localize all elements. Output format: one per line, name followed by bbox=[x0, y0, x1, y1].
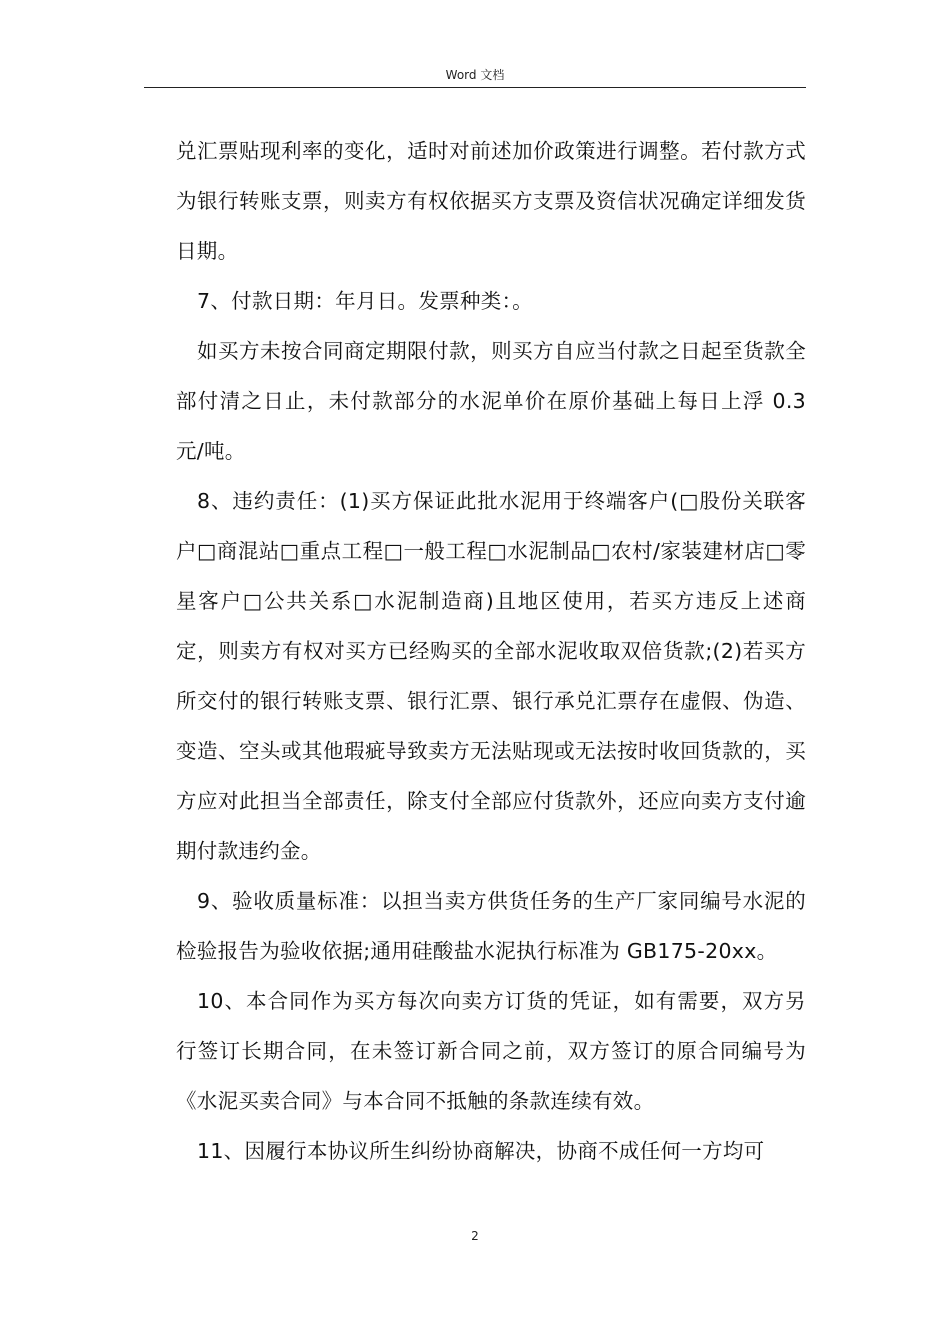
page-header: Word 文档 bbox=[445, 68, 505, 82]
paragraph-payment-date: 7、付款日期：年月日。发票种类：。 bbox=[197, 289, 533, 313]
paragraph-dispute: 11、因履行本协议所生纠纷协商解决，协商不成任何一方均可 bbox=[197, 1139, 765, 1163]
paragraph-contract-validity: 10、本合同作为买方每次向卖方订货的凭证，如有需要，双方另行签订长期合同，在未签订新合同之前，双方签订的原合同编号为《水泥买卖合同》与本合同不抵触的条款连续有效。 bbox=[176, 989, 806, 1113]
paragraph-quality-standard: 9、验收质量标准：以担当卖方供货任务的生产厂家同编号水泥的检验报告为验收依据;通用硅酸盐水泥执行标准为 GB175-20xx。 bbox=[176, 889, 806, 963]
page-number: 2 bbox=[471, 1229, 479, 1243]
paragraph-liability: 8、违约责任：(1)买方保证此批水泥用于终端客户(□股份关联客户□商混站□重点工程□一般工程□水泥制品□农村/家装建材店□零星客户□公共关系□水泥制造商)且地区使用，若买方违反上述商定，则卖方有权对买方已经购买的全部水泥收取双倍货款;(2)若买方所交付的银行转账支票、银行汇票、银行承兑汇票存在虚假、伪造、变造、空头或其他瑕疵导致卖方无法贴现或无法按时收回货款的，买方应对此担当全部责任，除支付全部应付货款外，还应向卖方支付逾期付款违约金。 bbox=[176, 489, 806, 863]
document-body bbox=[176, 126, 806, 1176]
paragraph-continuation: 兑汇票贴现利率的变化，适时对前述加价政策进行调整。若付款方式为银行转账支票，则卖方有权依据买方支票及资信状况确定详细发货日期。 bbox=[176, 139, 806, 263]
paragraph-late-payment: 如买方未按合同商定期限付款，则买方自应当付款之日起至货款全部付清之日止，未付款部分的水泥单价在原价基础上每日上浮 0.3 元/吨。 bbox=[176, 339, 806, 463]
header-divider bbox=[144, 87, 806, 88]
